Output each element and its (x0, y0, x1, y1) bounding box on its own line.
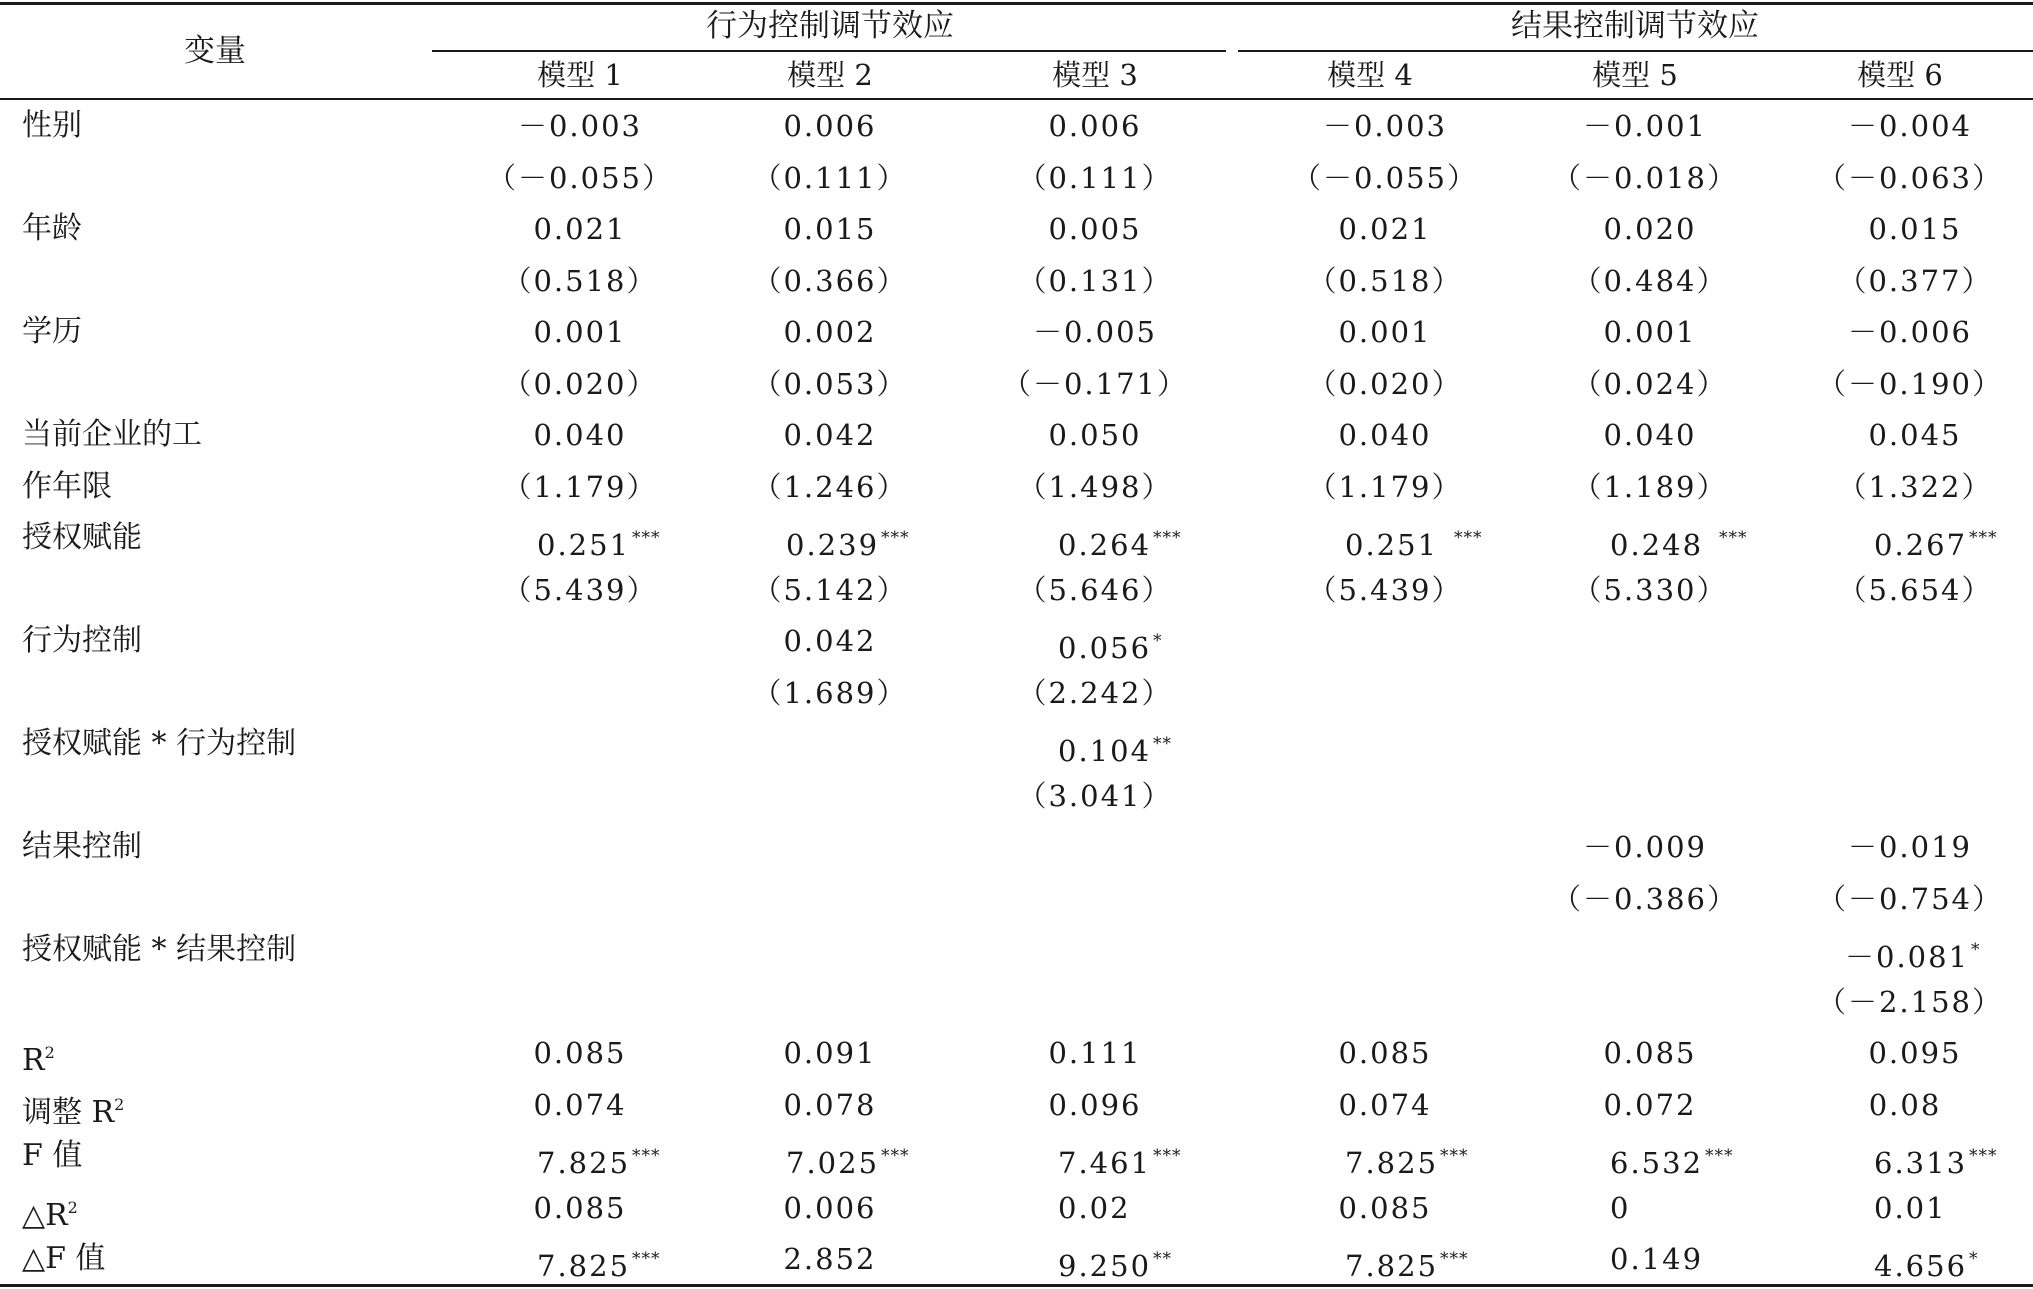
cell-edu-t-m5: （0.024） (1572, 367, 1728, 401)
cell-tenure-m6: 0.045 (1868, 418, 1962, 452)
cell-f-m4: 7.825 *** (1345, 1146, 1469, 1180)
significance-marker: * (1969, 1249, 1979, 1269)
cell-age-m2: 0.015 (783, 212, 877, 246)
cell-age-m5: 0.020 (1603, 212, 1697, 246)
cell-f-m1: 7.825 *** (537, 1146, 661, 1180)
row-label-outcome-control: 结果控制 (22, 829, 142, 864)
row-label-delta-f: △F 值 (22, 1241, 106, 1276)
significance-marker: *** (1440, 1249, 1469, 1269)
cell-delta-f-m5: 0.149 (1610, 1242, 1704, 1276)
cell-gender-t-m3: （0.111） (1017, 161, 1173, 195)
cell-gender-m3: 0.006 (1048, 109, 1142, 143)
cell-gender-m2: 0.006 (783, 109, 877, 143)
cell-gender-m4: －0.003 (1322, 109, 1448, 143)
cell-tenure-m5: 0.040 (1603, 418, 1697, 452)
cell-tenure-t-m6: （1.322） (1837, 470, 1993, 504)
cell-empower-m3: 0.264 *** (1058, 528, 1182, 562)
cell-age-m3: 0.005 (1048, 212, 1142, 246)
significance-marker: *** (1440, 1146, 1469, 1166)
cell-behavior-m3: 0.056 * (1058, 631, 1163, 665)
row-label-empower: 授权赋能 (22, 520, 142, 555)
cell-delta-r2-m1: 0.085 (533, 1191, 627, 1225)
cell-edu-t-m4: （0.020） (1307, 367, 1463, 401)
cell-behavior-t-m2: （1.689） (752, 676, 908, 710)
cell-outcome-t-m6: （－0.754） (1816, 882, 2004, 916)
cell-adj-r2-m3: 0.096 (1048, 1088, 1142, 1122)
cell-tenure-m4: 0.040 (1338, 418, 1432, 452)
cell-delta-r2-m4: 0.085 (1338, 1191, 1432, 1225)
header-bottom-rule (0, 98, 2033, 100)
cell-edu-m1: 0.001 (533, 315, 627, 349)
significance-marker: *** (1705, 1146, 1734, 1166)
cell-edu-m5: 0.001 (1603, 315, 1697, 349)
cell-age-t-m4: （0.518） (1307, 264, 1463, 298)
cell-adj-r2-m1: 0.074 (533, 1088, 627, 1122)
row-label-delta-r2: $\triangle R^2$ (22, 1198, 78, 1233)
cell-empower-x-behavior-m3: 0.104 ** (1058, 734, 1173, 768)
cell-delta-r2-m6: 0.01 (1874, 1191, 1947, 1225)
cell-tenure-m1: 0.040 (533, 418, 627, 452)
model-1-header: 模型 1 (537, 58, 623, 92)
cell-empower-t-m4: （5.439） (1307, 573, 1463, 607)
significance-marker: * (1153, 631, 1163, 651)
cell-f-m6: 6.313 *** (1874, 1146, 1998, 1180)
cell-delta-f-m6: 4.656 * (1874, 1249, 1979, 1283)
significance-marker: *** (1719, 528, 1748, 548)
cell-r2-m2: 0.091 (783, 1036, 877, 1070)
significance-marker: *** (1454, 528, 1483, 548)
group2-underline (1238, 50, 2033, 52)
row-label-education: 学历 (22, 314, 82, 349)
cell-gender-t-m1: （－0.055） (486, 161, 674, 195)
table-top-rule (0, 2, 2033, 5)
cell-empower-m5: 0.248 *** (1610, 528, 1748, 562)
cell-r2-m1: 0.085 (533, 1036, 627, 1070)
cell-adj-r2-m5: 0.072 (1603, 1088, 1697, 1122)
model-2-header: 模型 2 (787, 58, 873, 92)
cell-age-t-m5: （0.484） (1572, 264, 1728, 298)
significance-marker: *** (1969, 528, 1998, 548)
table-bottom-rule (0, 1284, 2033, 1287)
model-6-header: 模型 6 (1857, 58, 1943, 92)
significance-marker: *** (1153, 1146, 1182, 1166)
cell-outcome-t-m5: （－0.386） (1551, 882, 1739, 916)
cell-gender-t-m6: （－0.063） (1816, 161, 2004, 195)
row-label-f-value: F 值 (22, 1138, 83, 1173)
significance-marker: * (1971, 940, 1981, 960)
row-label-tenure-line1: 当前企业的工 (22, 417, 202, 452)
cell-adj-r2-m4: 0.074 (1338, 1088, 1432, 1122)
cell-f-m3: 7.461 *** (1058, 1146, 1182, 1180)
cell-gender-t-m2: （0.111） (752, 161, 908, 195)
cell-edu-m4: 0.001 (1338, 315, 1432, 349)
cell-delta-f-m3: 9.250 ** (1058, 1249, 1173, 1283)
cell-delta-r2-m3: 0.02 (1058, 1191, 1131, 1225)
cell-gender-t-m4: （－0.055） (1291, 161, 1479, 195)
variable-header: 变量 (184, 33, 246, 69)
model-4-header: 模型 4 (1327, 58, 1413, 92)
significance-marker: *** (632, 1249, 661, 1269)
cell-delta-f-m2: 2.852 (783, 1242, 877, 1276)
cell-edu-m6: －0.006 (1847, 315, 1973, 349)
significance-marker: *** (881, 528, 910, 548)
significance-marker: ** (1153, 1249, 1173, 1269)
model-3-header: 模型 3 (1052, 58, 1138, 92)
cell-empower-t-m5: （5.330） (1572, 573, 1728, 607)
cell-behavior-t-m3: （2.242） (1017, 676, 1173, 710)
cell-r2-m5: 0.085 (1603, 1036, 1697, 1070)
cell-empower-m1: 0.251 *** (537, 528, 661, 562)
cell-empower-m4: 0.251 *** (1345, 528, 1483, 562)
cell-empower-t-m3: （5.646） (1017, 573, 1173, 607)
cell-tenure-t-m5: （1.189） (1572, 470, 1728, 504)
cell-empower-m6: 0.267 *** (1874, 528, 1998, 562)
significance-marker: *** (632, 528, 661, 548)
row-label-empower-x-behavior: 授权赋能 * 行为控制 (22, 726, 297, 761)
cell-f-m2: 7.025 *** (786, 1146, 910, 1180)
significance-marker: *** (632, 1146, 661, 1166)
significance-marker: *** (881, 1146, 910, 1166)
cell-age-t-m3: （0.131） (1017, 264, 1173, 298)
row-label-tenure-line2: 作年限 (22, 469, 112, 504)
cell-age-t-m6: （0.377） (1837, 264, 1993, 298)
cell-f-m5: 6.532 *** (1610, 1146, 1734, 1180)
cell-empower-t-m1: （5.439） (502, 573, 658, 607)
row-label-behavior-control: 行为控制 (22, 623, 142, 658)
cell-delta-r2-m5: 0 (1610, 1191, 1631, 1225)
cell-age-m4: 0.021 (1338, 212, 1432, 246)
cell-delta-f-m4: 7.825 *** (1345, 1249, 1469, 1283)
row-label-gender: 性别 (22, 108, 82, 143)
cell-outcome-m6: －0.019 (1847, 830, 1973, 864)
cell-edu-t-m6: （－0.190） (1816, 367, 2004, 401)
cell-gender-m5: －0.001 (1582, 109, 1708, 143)
cell-edu-m2: 0.002 (783, 315, 877, 349)
cell-empower-m2: 0.239 *** (786, 528, 910, 562)
group1-header: 行为控制调节效应 (706, 8, 954, 44)
cell-empower-x-behavior-t-m3: （3.041） (1017, 779, 1173, 813)
row-label-r2: $R^2$ (22, 1043, 55, 1078)
cell-age-t-m1: （0.518） (502, 264, 658, 298)
group2-header: 结果控制调节效应 (1511, 8, 1759, 44)
cell-empower-t-m6: （5.654） (1837, 573, 1993, 607)
cell-adj-r2-m2: 0.078 (783, 1088, 877, 1122)
row-label-age: 年龄 (22, 211, 82, 246)
cell-tenure-t-m2: （1.246） (752, 470, 908, 504)
cell-edu-t-m1: （0.020） (502, 367, 658, 401)
cell-empower-t-m2: （5.142） (752, 573, 908, 607)
cell-tenure-m3: 0.050 (1048, 418, 1142, 452)
cell-r2-m6: 0.095 (1868, 1036, 1962, 1070)
significance-marker: *** (1969, 1146, 1998, 1166)
cell-tenure-m2: 0.042 (783, 418, 877, 452)
cell-age-m1: 0.021 (533, 212, 627, 246)
cell-edu-t-m3: （－0.171） (1001, 367, 1189, 401)
cell-gender-t-m5: （－0.018） (1551, 161, 1739, 195)
cell-outcome-m5: －0.009 (1582, 830, 1708, 864)
significance-marker: ** (1153, 734, 1173, 754)
cell-gender-m6: －0.004 (1847, 109, 1973, 143)
row-label-empower-x-outcome: 授权赋能 * 结果控制 (22, 932, 297, 967)
cell-empower-x-outcome-m6: －0.081 * (1845, 940, 1981, 974)
cell-tenure-t-m4: （1.179） (1307, 470, 1463, 504)
cell-edu-m3: －0.005 (1032, 315, 1158, 349)
cell-age-t-m2: （0.366） (752, 264, 908, 298)
cell-adj-r2-m6: 0.08 (1868, 1088, 1942, 1122)
cell-tenure-t-m1: （1.179） (502, 470, 658, 504)
cell-age-m6: 0.015 (1868, 212, 1962, 246)
cell-r2-m4: 0.085 (1338, 1036, 1432, 1070)
cell-delta-f-m1: 7.825 *** (537, 1249, 661, 1283)
cell-empower-x-outcome-t-m6: （－2.158） (1816, 985, 2004, 1019)
cell-gender-m1: －0.003 (517, 109, 643, 143)
significance-marker: *** (1153, 528, 1182, 548)
cell-tenure-t-m3: （1.498） (1017, 470, 1173, 504)
row-label-adjusted-r2: 调整 $R^2$ (22, 1095, 125, 1130)
cell-edu-t-m2: （0.053） (752, 367, 908, 401)
cell-r2-m3: 0.111 (1048, 1036, 1142, 1070)
cell-behavior-m2: 0.042 (783, 624, 877, 658)
model-5-header: 模型 5 (1592, 58, 1678, 92)
group1-underline (432, 50, 1226, 52)
cell-delta-r2-m2: 0.006 (783, 1191, 877, 1225)
